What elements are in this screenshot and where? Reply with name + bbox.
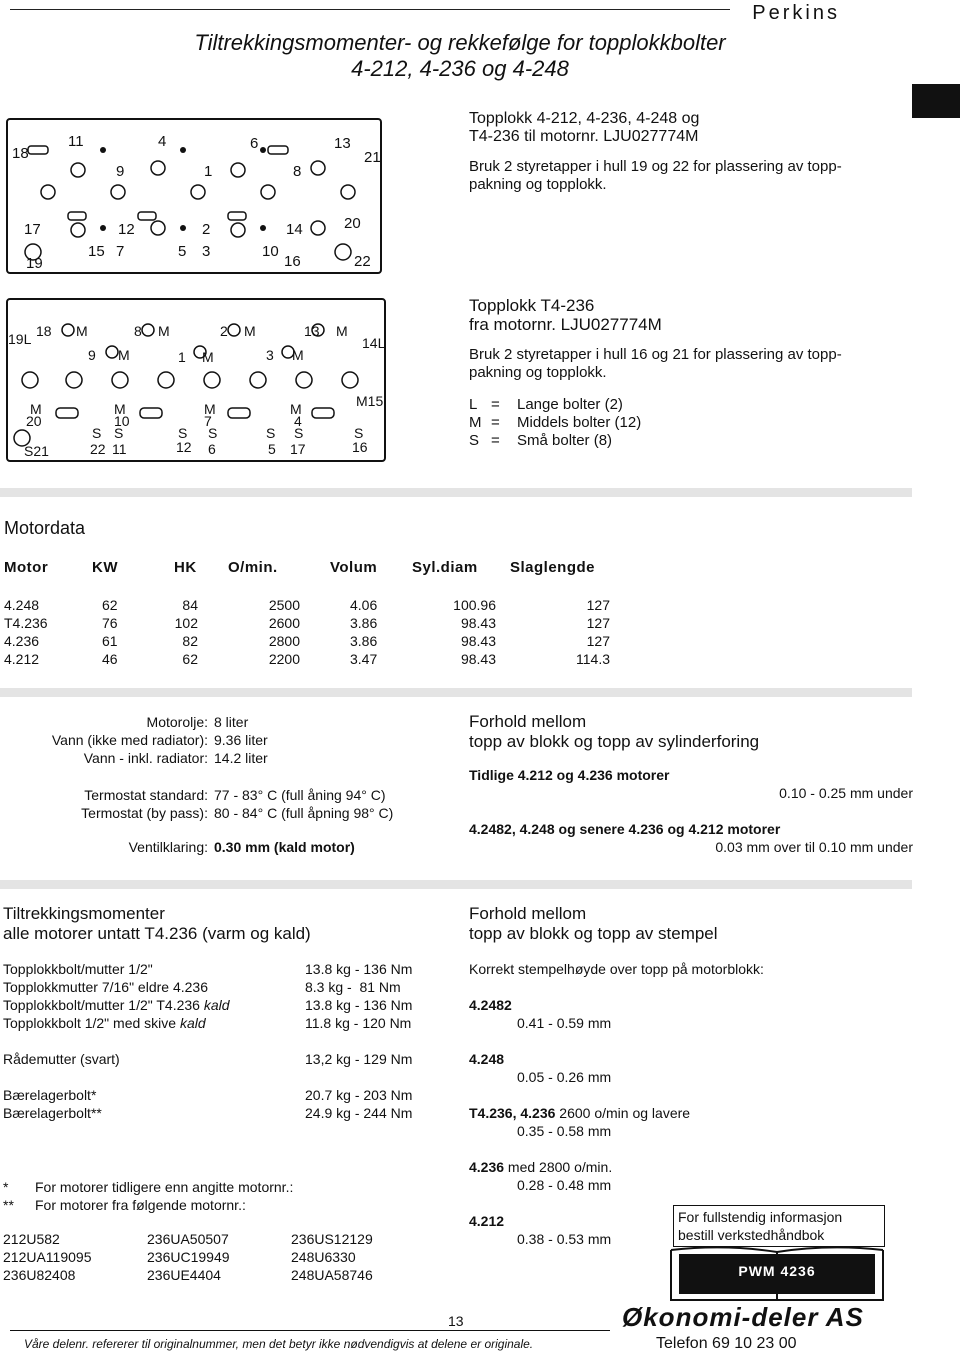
service-value: 80 - 84° C (full åpning 98° C) (214, 805, 394, 821)
service-value: 0.30 mm (kald motor) (214, 839, 355, 855)
engine-number: 236UE4404 (147, 1267, 221, 1283)
bolt-number: 22 (354, 253, 371, 270)
piston-label: 4.236 (469, 1159, 505, 1175)
bolt-label: M (336, 323, 348, 339)
bolt-label: M (158, 323, 170, 339)
engine-number: 236UA50507 (147, 1231, 229, 1247)
motordata-table (4, 556, 610, 668)
cell: 127 (586, 597, 610, 613)
bolt-number: 21 (364, 149, 380, 166)
cell: 76 (102, 615, 118, 631)
bolt-label: M (290, 401, 302, 417)
cell: 4.212 (4, 651, 40, 667)
section-divider (0, 488, 912, 497)
service-row (0, 786, 460, 804)
cell: 4.248 (4, 597, 40, 613)
service-value: 14.2 liter (214, 750, 268, 766)
pwm-label: PWM 4236 (679, 1256, 875, 1286)
section-divider (0, 688, 912, 697)
service-label: Termostat (by pass): (81, 805, 208, 821)
liner-late-label: 4.2482, 4.248 og senere 4.236 og 4.212 motorer (469, 821, 781, 837)
bolt-label: S (354, 425, 364, 441)
bolt-label: 3 (266, 347, 274, 363)
piston-value: 0.35 - 0.58 mm (517, 1123, 612, 1139)
torque-item: Rådemutter (svart) (3, 1051, 120, 1067)
table-header-row (4, 556, 610, 578)
legend-text: Middels bolter (12) (517, 414, 642, 431)
torque-item: Bærelagerbolt** (3, 1105, 102, 1121)
title-line-1: Tiltrekkingsmomenter- og rekkefølge for topplokkbolter (194, 30, 726, 55)
legend-row (469, 432, 939, 450)
footnote-row (3, 1196, 443, 1214)
bolt-label: M (204, 401, 216, 417)
bolt-label: 2 (220, 323, 228, 339)
footnote-row (3, 1178, 443, 1196)
bolt-label: 16 (352, 439, 368, 455)
liner-late-value: 0.03 mm over til 0.10 mm under (715, 839, 913, 855)
bolt-label: 19L (8, 331, 32, 347)
cell: 2500 (268, 597, 300, 613)
bolt-label: 8 (134, 323, 142, 339)
torque-value: 11.8 kg - 120 Nm (305, 1015, 412, 1031)
brand-name: Perkins (752, 2, 840, 24)
cell: 127 (586, 633, 610, 649)
piston-label: T4.236, 4.236 (469, 1105, 556, 1121)
note-line: Bruk 2 styretapper i hull 16 og 21 for plassering av topp- (469, 346, 842, 363)
bolt-number: 9 (116, 163, 125, 180)
bolt-number: 2 (202, 221, 211, 238)
bolt-number: 7 (116, 243, 125, 260)
torque-item: Bærelagerbolt* (3, 1087, 97, 1103)
bolt-label: 17 (290, 441, 306, 457)
service-row (0, 804, 460, 822)
engine-number: 236UC19949 (147, 1249, 230, 1265)
piston-value: 0.28 - 0.48 mm (517, 1177, 612, 1193)
torque-item-text: Topplokkbolt/mutter 1/2" T4.236 (3, 997, 204, 1013)
piston-entry (469, 1050, 689, 1068)
bolt-label: 9 (88, 347, 96, 363)
service-label: Vann (ikke med radiator): (51, 732, 208, 748)
table-row (4, 632, 610, 650)
bolt-number: 19 (26, 255, 43, 272)
info-line-1: For fullstendig informasjon (678, 1209, 843, 1225)
column-header: Syl.diam (412, 558, 478, 576)
service-row (0, 838, 460, 856)
bolt-label: 11 (112, 441, 127, 457)
cell: 2600 (268, 615, 300, 631)
torque-section (3, 904, 443, 1122)
bolt-label: M (114, 401, 126, 417)
engine-number: 212UA119095 (3, 1249, 92, 1265)
torque-heading-1: Tiltrekkingsmomenter (3, 904, 165, 923)
column-header: Motor (4, 558, 49, 576)
cylinder-head-diagram-1 (6, 118, 382, 274)
footnote-text: For motorer fra følgende motornr.: (35, 1197, 246, 1213)
bolt-label: 7 (204, 413, 212, 429)
liner-early-label: Tidlige 4.212 og 4.236 motorer (469, 767, 670, 783)
engine-number: 212U582 (3, 1231, 60, 1247)
bolt-label: S (266, 425, 276, 441)
cell: 4.06 (350, 597, 378, 613)
disclaimer: Våre delenr. refererer til originalnummer, men det betyr ikke nødvendigvis at delene er originale. (24, 1337, 534, 1351)
cell: 46 (102, 651, 118, 667)
book-icon (667, 1244, 887, 1302)
note-line: Bruk 2 styretapper i hull 19 og 22 for plassering av topp- (469, 158, 842, 175)
cell: 3.86 (350, 615, 378, 631)
piston-entry (469, 1158, 689, 1176)
bolt-label: 10 (114, 413, 130, 429)
torque-row (3, 996, 443, 1014)
phone-number: Telefon 69 10 23 00 (656, 1335, 797, 1352)
company-logo: Økonomi-deler AS (622, 1302, 864, 1332)
bolt-number: 17 (24, 221, 41, 238)
note-line: pakning og topplokk. (469, 176, 607, 193)
service-row (0, 749, 460, 767)
cell: 102 (174, 615, 198, 631)
cell: 62 (102, 597, 118, 613)
engine-number-row (3, 1230, 443, 1248)
table-row (4, 596, 610, 614)
cell: 4.236 (4, 633, 40, 649)
table-row (4, 614, 610, 632)
piston-suffix: 2600 o/min og lavere (555, 1105, 691, 1121)
piston-intro: Korrekt stempelhøyde over topp på motorblokk: (469, 961, 764, 977)
legend-row (469, 414, 939, 432)
cell: 98.43 (460, 615, 496, 631)
torque-row (3, 1086, 443, 1104)
engine-number: 248UA58746 (291, 1267, 373, 1283)
bolt-label: M15 (356, 393, 384, 409)
bolt-label: M (202, 349, 214, 365)
info-line-2: bestill verkstedhåndbok (678, 1227, 825, 1243)
legend-eq: = (491, 414, 500, 431)
torque-row (3, 960, 443, 978)
bolt-label: M (118, 347, 130, 363)
cell: 114.3 (576, 651, 610, 667)
bolt-label: M (76, 323, 88, 339)
torque-heading-2: alle motorer untatt T4.236 (varm og kald) (3, 924, 311, 943)
engine-number: 248U6330 (291, 1249, 356, 1265)
piston-label: 4.2482 (469, 997, 512, 1013)
bolt-label: 18 (36, 323, 52, 339)
bolt-number: 4 (158, 133, 167, 150)
footnote-marker: * (3, 1179, 9, 1195)
bolt-number: 13 (334, 135, 351, 152)
liner-heading-2: topp av blokk og topp av sylinderforing (469, 732, 760, 751)
bolt-label: S (208, 425, 218, 441)
piston-value: 0.41 - 0.59 mm (517, 1015, 612, 1031)
cylinder-head-diagram-2 (6, 298, 386, 462)
cell: 2800 (268, 633, 300, 649)
bolt-number: 14 (286, 221, 303, 238)
service-row (0, 731, 460, 749)
legend-key: S (469, 432, 480, 449)
torque-row (3, 1014, 443, 1032)
torque-item-emphasis: kald (203, 997, 230, 1013)
footnote-marker: ** (3, 1197, 14, 1213)
liner-heading-1: Forhold mellom (469, 712, 587, 731)
torque-item (3, 1014, 305, 1032)
table-row (4, 650, 610, 668)
diagram-2-caption (469, 296, 939, 450)
note-line: pakning og topplokk. (469, 364, 607, 381)
torque-row (3, 1050, 443, 1068)
torque-value: 24.9 kg - 244 Nm (305, 1105, 413, 1121)
piston-value: 0.05 - 0.26 mm (517, 1069, 612, 1085)
bolt-label: 12 (176, 439, 192, 455)
bolt-number: 1 (204, 163, 213, 180)
piston-label: 4.212 (469, 1213, 505, 1229)
service-row (0, 713, 460, 731)
motordata-heading: Motordata (4, 518, 86, 538)
torque-item: Topplokkbolt/mutter 1/2" (3, 961, 153, 977)
cell: 62 (182, 651, 198, 667)
legend-text: Små bolter (8) (517, 432, 613, 449)
torque-item-text: Topplokkbolt 1/2" med skive (3, 1015, 180, 1031)
column-header: HK (174, 558, 197, 576)
legend-row (469, 396, 939, 414)
bolt-number: 16 (284, 253, 301, 270)
bolt-number: 18 (12, 145, 29, 162)
bolt-number: 15 (88, 243, 105, 260)
service-label: Motorolje: (146, 714, 208, 730)
bolt-number: 20 (344, 215, 361, 232)
piston-value: 0.38 - 0.53 mm (517, 1231, 612, 1247)
bolt-number: 3 (202, 243, 211, 260)
torque-value: 13.8 kg - 136 Nm (305, 997, 413, 1013)
bolt-label: 6 (208, 441, 216, 457)
piston-entry (469, 996, 689, 1014)
bolt-number: 5 (178, 243, 187, 260)
torque-row (3, 978, 443, 996)
caption-line: T4-236 til motornr. LJU027774M (469, 128, 699, 145)
torque-row (3, 1104, 443, 1122)
piston-label: 4.248 (469, 1051, 505, 1067)
bolt-number: 8 (293, 163, 302, 180)
bolt-label: 14L (362, 335, 384, 351)
bolt-label: M (244, 323, 256, 339)
page-number: 13 (448, 1313, 464, 1329)
bolt-label: 22 (90, 441, 106, 457)
cell: 2200 (268, 651, 300, 667)
cell: 82 (182, 633, 198, 649)
bolt-label: 4 (294, 413, 302, 429)
legend-eq: = (491, 432, 500, 449)
service-data (0, 713, 460, 856)
cell: 98.43 (460, 633, 496, 649)
bolt-number: 6 (250, 135, 259, 152)
torque-value: 8.3 kg - 81 Nm (305, 979, 401, 995)
caption-line: fra motornr. LJU027774M (469, 315, 662, 334)
bolt-label: S21 (24, 443, 49, 459)
bolt-label: 13 (304, 323, 320, 339)
diagram-1-caption (469, 110, 939, 194)
piston-entry (469, 1212, 689, 1230)
column-header: KW (92, 558, 118, 576)
piston-suffix: med 2800 o/min. (504, 1159, 613, 1175)
cell: 3.47 (350, 651, 378, 667)
column-header: O/min. (228, 558, 278, 576)
liner-early-value: 0.10 - 0.25 mm under (779, 785, 913, 801)
legend-eq: = (491, 396, 500, 413)
piston-entry (469, 1104, 689, 1122)
torque-value: 13,2 kg - 129 Nm (305, 1051, 413, 1067)
torque-value: 13.8 kg - 136 Nm (305, 961, 413, 977)
caption-line: Topplokk 4-212, 4-236, 4-248 og (469, 110, 700, 127)
torque-value: 20.7 kg - 203 Nm (305, 1087, 413, 1103)
torque-item: Topplokkmutter 7/16" eldre 4.236 (3, 979, 208, 995)
bolt-number: 10 (262, 243, 279, 260)
cell: 98.43 (460, 651, 496, 667)
column-header: Slaglengde (510, 558, 596, 576)
engine-number-row (3, 1248, 443, 1266)
piston-heading-2: topp av blokk og topp av stempel (469, 924, 718, 943)
engine-number-row (3, 1266, 443, 1284)
bolt-label: S (92, 425, 102, 441)
column-header: Volum (330, 558, 378, 576)
engine-number: 236U82408 (3, 1267, 76, 1283)
bolt-label: 20 (26, 413, 42, 429)
torque-item-emphasis: kald (179, 1015, 206, 1031)
title-line-2: 4-212, 4-236 og 4-248 (351, 56, 569, 81)
diagram-2-svg (8, 300, 384, 460)
bolt-label: S (178, 425, 188, 441)
cell: 3.86 (350, 633, 378, 649)
bolt-label: S (294, 425, 304, 441)
footnote-text: For motorer tidligere enn angitte motornr.: (35, 1179, 294, 1195)
piston-heading-1: Forhold mellom (469, 904, 587, 923)
footer-rule (10, 1330, 610, 1331)
bolt-label: 5 (268, 441, 276, 457)
bolt-label: 1 (178, 349, 186, 365)
service-label: Ventilklaring: (128, 839, 208, 855)
bolt-number: 12 (118, 221, 135, 238)
bolt-label: M (30, 401, 42, 417)
bolt-label: S (114, 425, 124, 441)
torque-item (3, 996, 305, 1014)
engine-number: 236US12129 (291, 1231, 373, 1247)
header-rule (10, 9, 730, 10)
cell: T4.236 (4, 615, 48, 631)
service-value: 9.36 liter (214, 732, 268, 748)
service-label: Vann - inkl. radiator: (83, 750, 208, 766)
liner-section (469, 712, 913, 856)
service-value: 77 - 83° C (full åning 94° C) (214, 787, 386, 803)
service-label: Termostat standard: (84, 787, 208, 803)
legend-key: M (469, 414, 482, 431)
legend-key: L (469, 396, 478, 413)
caption-line: Topplokk T4-236 (469, 296, 595, 315)
diagram-1-svg (8, 120, 380, 272)
cell: 100.96 (453, 597, 496, 613)
bolt-label: M (292, 347, 304, 363)
page-title (130, 30, 790, 82)
cell: 61 (102, 633, 118, 649)
cell: 127 (586, 615, 610, 631)
bolt-number: 11 (68, 133, 84, 150)
legend-text: Lange bolter (2) (517, 396, 623, 413)
info-box (673, 1205, 885, 1247)
section-divider (0, 880, 912, 889)
cell: 84 (182, 597, 198, 613)
service-value: 8 liter (214, 714, 249, 730)
footnotes (3, 1178, 443, 1284)
